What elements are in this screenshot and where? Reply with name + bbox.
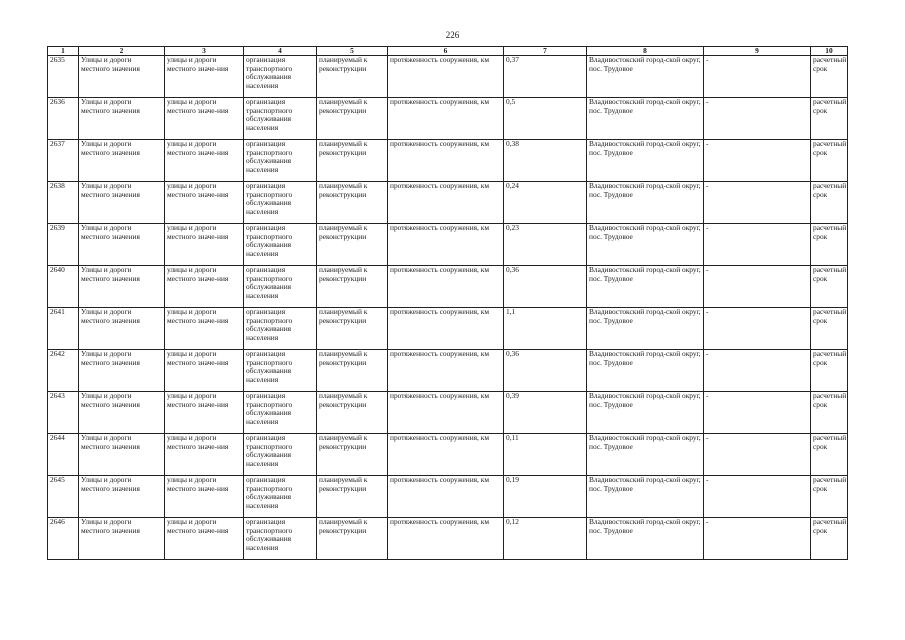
- column-header-2: 2: [79, 47, 165, 56]
- object-type-cell: улицы и дороги местного значе-ния: [165, 434, 244, 476]
- object-name-cell: Улицы и дороги местного значения: [79, 518, 165, 560]
- protection-zone-cell: -: [704, 392, 811, 434]
- term-cell: расчетный срок: [811, 266, 848, 308]
- row-number-cell: 2642: [48, 350, 79, 392]
- object-purpose-cell: организация транспортного обслуживания населения: [244, 224, 317, 266]
- protection-zone-cell: -: [704, 434, 811, 476]
- characteristic-cell: протяженность сооружения, км: [388, 518, 504, 560]
- header-row: [48, 47, 848, 56]
- table-row: [48, 350, 848, 392]
- term-cell: расчетный срок: [811, 518, 848, 560]
- term-cell: расчетный срок: [811, 476, 848, 518]
- location-cell: Владивостокский город-ской округ, пос. Трудовое: [587, 224, 704, 266]
- object-status-cell: планируемый к реконструкции: [317, 266, 388, 308]
- table-row: [48, 224, 848, 266]
- object-name-cell: Улицы и дороги местного значения: [79, 182, 165, 224]
- location-cell: Владивостокский город-ской округ, пос. Трудовое: [587, 434, 704, 476]
- column-header-1: 1: [48, 47, 79, 56]
- characteristic-cell: протяженность сооружения, км: [388, 224, 504, 266]
- term-cell: расчетный срок: [811, 98, 848, 140]
- protection-zone-cell: -: [704, 518, 811, 560]
- column-header-7: 7: [504, 47, 587, 56]
- object-status-cell: планируемый к реконструкции: [317, 56, 388, 98]
- table-row: [48, 392, 848, 434]
- row-number-cell: 2638: [48, 182, 79, 224]
- column-header-10: 10: [811, 47, 848, 56]
- table-row: [48, 182, 848, 224]
- characteristic-value-cell: 0,37: [504, 56, 587, 98]
- page-number: 226: [445, 30, 460, 40]
- row-number-cell: 2639: [48, 224, 79, 266]
- protection-zone-cell: -: [704, 182, 811, 224]
- protection-zone-cell: -: [704, 56, 811, 98]
- table-row: [48, 434, 848, 476]
- term-cell: расчетный срок: [811, 182, 848, 224]
- row-number-cell: 2637: [48, 140, 79, 182]
- protection-zone-cell: -: [704, 266, 811, 308]
- characteristic-cell: протяженность сооружения, км: [388, 266, 504, 308]
- object-purpose-cell: организация транспортного обслуживания населения: [244, 56, 317, 98]
- characteristic-cell: протяженность сооружения, км: [388, 476, 504, 518]
- column-header-4: 4: [244, 47, 317, 56]
- column-header-3: 3: [165, 47, 244, 56]
- protection-zone-cell: -: [704, 308, 811, 350]
- location-cell: Владивостокский город-ской округ, пос. Трудовое: [587, 518, 704, 560]
- table-row: [48, 266, 848, 308]
- object-type-cell: улицы и дороги местного значе-ния: [165, 392, 244, 434]
- characteristic-value-cell: 0,39: [504, 392, 587, 434]
- object-type-cell: улицы и дороги местного значе-ния: [165, 476, 244, 518]
- term-cell: расчетный срок: [811, 56, 848, 98]
- object-status-cell: планируемый к реконструкции: [317, 98, 388, 140]
- object-type-cell: улицы и дороги местного значе-ния: [165, 56, 244, 98]
- protection-zone-cell: -: [704, 350, 811, 392]
- protection-zone-cell: -: [704, 98, 811, 140]
- characteristic-cell: протяженность сооружения, км: [388, 182, 504, 224]
- object-status-cell: планируемый к реконструкции: [317, 308, 388, 350]
- location-cell: Владивостокский город-ской округ, пос. Трудовое: [587, 392, 704, 434]
- characteristic-value-cell: 0,11: [504, 434, 587, 476]
- object-purpose-cell: организация транспортного обслуживания населения: [244, 308, 317, 350]
- location-cell: Владивостокский город-ской округ, пос. Трудовое: [587, 266, 704, 308]
- characteristic-cell: протяженность сооружения, км: [388, 392, 504, 434]
- location-cell: Владивостокский город-ской округ, пос. Трудовое: [587, 308, 704, 350]
- protection-zone-cell: -: [704, 476, 811, 518]
- object-purpose-cell: организация транспортного обслуживания населения: [244, 182, 317, 224]
- row-number-cell: 2636: [48, 98, 79, 140]
- object-purpose-cell: организация транспортного обслуживания населения: [244, 266, 317, 308]
- table-row: [48, 56, 848, 98]
- object-status-cell: планируемый к реконструкции: [317, 476, 388, 518]
- characteristic-cell: протяженность сооружения, км: [388, 308, 504, 350]
- location-cell: Владивостокский город-ской округ, пос. Трудовое: [587, 182, 704, 224]
- object-name-cell: Улицы и дороги местного значения: [79, 350, 165, 392]
- characteristic-cell: протяженность сооружения, км: [388, 98, 504, 140]
- protection-zone-cell: -: [704, 140, 811, 182]
- object-status-cell: планируемый к реконструкции: [317, 140, 388, 182]
- object-name-cell: Улицы и дороги местного значения: [79, 434, 165, 476]
- object-purpose-cell: организация транспортного обслуживания населения: [244, 392, 317, 434]
- object-purpose-cell: организация транспортного обслуживания населения: [244, 350, 317, 392]
- characteristic-value-cell: 0,36: [504, 266, 587, 308]
- object-purpose-cell: организация транспортного обслуживания населения: [244, 140, 317, 182]
- object-type-cell: улицы и дороги местного значе-ния: [165, 182, 244, 224]
- object-purpose-cell: организация транспортного обслуживания населения: [244, 98, 317, 140]
- object-name-cell: Улицы и дороги местного значения: [79, 308, 165, 350]
- object-status-cell: планируемый к реконструкции: [317, 392, 388, 434]
- table-row: [48, 308, 848, 350]
- characteristic-value-cell: 0,19: [504, 476, 587, 518]
- object-type-cell: улицы и дороги местного значе-ния: [165, 350, 244, 392]
- object-name-cell: Улицы и дороги местного значения: [79, 266, 165, 308]
- location-cell: Владивостокский город-ской округ, пос. Трудовое: [587, 476, 704, 518]
- location-cell: Владивостокский город-ской округ, пос. Трудовое: [587, 140, 704, 182]
- object-type-cell: улицы и дороги местного значе-ния: [165, 224, 244, 266]
- object-status-cell: планируемый к реконструкции: [317, 350, 388, 392]
- row-number-cell: 2640: [48, 266, 79, 308]
- protection-zone-cell: -: [704, 224, 811, 266]
- characteristic-value-cell: 1,1: [504, 308, 587, 350]
- row-number-cell: 2641: [48, 308, 79, 350]
- object-status-cell: планируемый к реконструкции: [317, 182, 388, 224]
- location-cell: Владивостокский город-ской округ, пос. Трудовое: [587, 350, 704, 392]
- table-body: [48, 56, 848, 560]
- location-cell: Владивостокский город-ской округ, пос. Трудовое: [587, 56, 704, 98]
- table-row: [48, 476, 848, 518]
- table-row: [48, 98, 848, 140]
- object-name-cell: Улицы и дороги местного значения: [79, 392, 165, 434]
- object-status-cell: планируемый к реконструкции: [317, 224, 388, 266]
- object-purpose-cell: организация транспортного обслуживания населения: [244, 476, 317, 518]
- term-cell: расчетный срок: [811, 350, 848, 392]
- characteristic-value-cell: 0,24: [504, 182, 587, 224]
- term-cell: расчетный срок: [811, 140, 848, 182]
- row-number-cell: 2644: [48, 434, 79, 476]
- object-type-cell: улицы и дороги местного значе-ния: [165, 140, 244, 182]
- term-cell: расчетный срок: [811, 308, 848, 350]
- term-cell: расчетный срок: [811, 434, 848, 476]
- characteristic-cell: протяженность сооружения, км: [388, 350, 504, 392]
- table-row: [48, 518, 848, 560]
- object-status-cell: планируемый к реконструкции: [317, 434, 388, 476]
- object-type-cell: улицы и дороги местного значе-ния: [165, 266, 244, 308]
- term-cell: расчетный срок: [811, 392, 848, 434]
- objects-table: [47, 46, 848, 560]
- object-name-cell: Улицы и дороги местного значения: [79, 140, 165, 182]
- characteristic-value-cell: 0,23: [504, 224, 587, 266]
- characteristic-cell: протяженность сооружения, км: [388, 56, 504, 98]
- object-name-cell: Улицы и дороги местного значения: [79, 98, 165, 140]
- characteristic-value-cell: 0,12: [504, 518, 587, 560]
- characteristic-value-cell: 0,38: [504, 140, 587, 182]
- object-type-cell: улицы и дороги местного значе-ния: [165, 98, 244, 140]
- column-header-5: 5: [317, 47, 388, 56]
- object-type-cell: улицы и дороги местного значе-ния: [165, 518, 244, 560]
- row-number-cell: 2635: [48, 56, 79, 98]
- characteristic-cell: протяженность сооружения, км: [388, 434, 504, 476]
- row-number-cell: 2645: [48, 476, 79, 518]
- object-purpose-cell: организация транспортного обслуживания населения: [244, 518, 317, 560]
- object-purpose-cell: организация транспортного обслуживания населения: [244, 434, 317, 476]
- object-name-cell: Улицы и дороги местного значения: [79, 476, 165, 518]
- table-row: [48, 140, 848, 182]
- characteristic-value-cell: 0,5: [504, 98, 587, 140]
- object-status-cell: планируемый к реконструкции: [317, 518, 388, 560]
- object-name-cell: Улицы и дороги местного значения: [79, 56, 165, 98]
- object-name-cell: Улицы и дороги местного значения: [79, 224, 165, 266]
- term-cell: расчетный срок: [811, 224, 848, 266]
- row-number-cell: 2643: [48, 392, 79, 434]
- location-cell: Владивостокский город-ской округ, пос. Трудовое: [587, 98, 704, 140]
- column-header-9: 9: [704, 47, 811, 56]
- object-type-cell: улицы и дороги местного значе-ния: [165, 308, 244, 350]
- row-number-cell: 2646: [48, 518, 79, 560]
- column-header-6: 6: [388, 47, 504, 56]
- characteristic-cell: протяженность сооружения, км: [388, 140, 504, 182]
- characteristic-value-cell: 0,36: [504, 350, 587, 392]
- column-header-8: 8: [587, 47, 704, 56]
